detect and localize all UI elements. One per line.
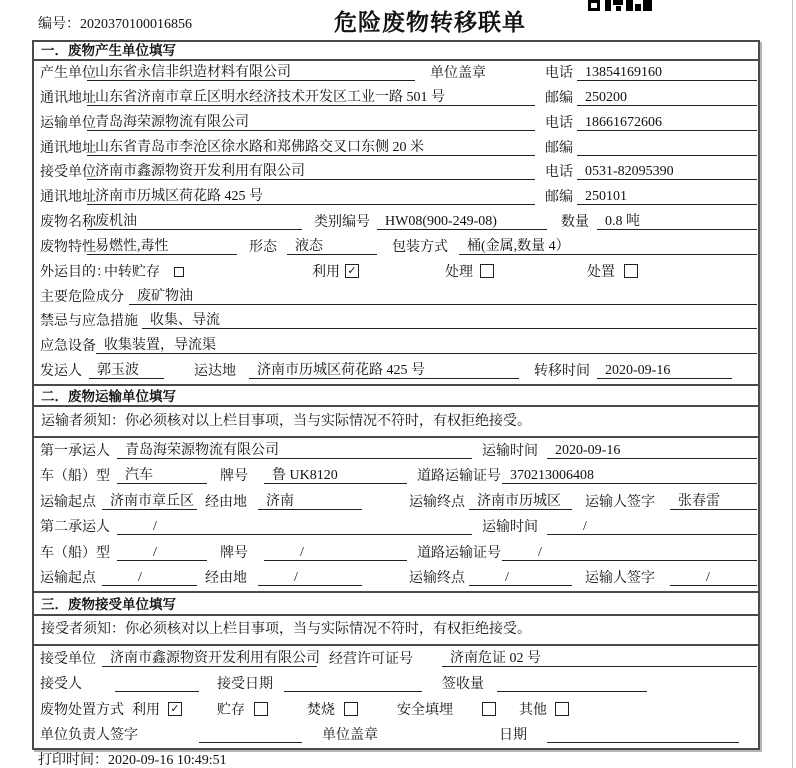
category-label: 类别编号 bbox=[314, 215, 370, 230]
row-purpose bbox=[34, 260, 758, 285]
trait-value: 易燃性,毒性 bbox=[87, 238, 237, 255]
road-no2-label: 道路运输证号 bbox=[417, 546, 501, 561]
hazard-label: 主要危险成分 bbox=[40, 290, 124, 305]
origin2-label: 运输起点 bbox=[40, 571, 96, 586]
row-chief-sign bbox=[34, 723, 758, 748]
print-time-value: 2020-09-16 10:49:51 bbox=[108, 753, 227, 768]
section3-notice: 接受者须知：你必须核对以上栏目事项，当与实际情况不符时，有权拒绝接受。 bbox=[34, 616, 758, 646]
zip2-label: 邮编 bbox=[545, 141, 573, 156]
row-carrier2 bbox=[34, 515, 758, 540]
sign2-label: 运输人签字 bbox=[585, 571, 655, 586]
origin1-value: 济南市章丘区 bbox=[102, 493, 197, 510]
sign2-value: / bbox=[670, 569, 757, 586]
addr2-label: 通讯地址 bbox=[40, 141, 96, 156]
row-vehicle1 bbox=[34, 464, 758, 489]
via2-value: / bbox=[258, 569, 362, 586]
zip1-label: 邮编 bbox=[545, 91, 573, 106]
via1-value: 济南 bbox=[258, 493, 362, 510]
date-label: 日期 bbox=[499, 728, 527, 743]
plate1-label: 牌号 bbox=[220, 469, 248, 484]
addr2-value: 山东省青岛市李沧区徐水路和郑佛路交叉口东侧 20 米 bbox=[87, 139, 535, 156]
row-route2 bbox=[34, 566, 758, 591]
row-producer-address bbox=[34, 86, 758, 111]
date-value bbox=[547, 726, 739, 743]
producer-value: 山东省永信非织造材料有限公司 bbox=[87, 64, 415, 81]
end1-value: 济南市历城区 bbox=[469, 493, 572, 510]
quantity-label: 数量 bbox=[561, 215, 589, 230]
vehicle2-label: 车（船）型 bbox=[40, 546, 110, 561]
row-transporter-address bbox=[34, 136, 758, 161]
addr3-label: 通讯地址 bbox=[40, 190, 96, 205]
via2-label: 经由地 bbox=[205, 571, 247, 586]
purpose-opt0-label: 中转贮存 bbox=[104, 265, 160, 280]
time2-label: 运输时间 bbox=[482, 520, 538, 535]
carrier2-value: / bbox=[117, 518, 472, 535]
carrier1-value: 青岛海荣源物流有限公司 bbox=[117, 442, 472, 459]
disposal-opt4-label: 其他 bbox=[519, 703, 547, 718]
disposal-opt3-label: 安全填埋 bbox=[397, 703, 453, 718]
disposal-opt1-label: 贮存 bbox=[217, 703, 245, 718]
print-time-label: 打印时间： bbox=[38, 753, 108, 768]
measures-label: 禁忌与应急措施 bbox=[40, 314, 138, 329]
row-acceptor bbox=[34, 672, 758, 697]
chief-sign-value bbox=[199, 726, 302, 743]
purpose-opt1-checkbox: ✓ bbox=[345, 264, 359, 278]
waste-name-value: 废机油 bbox=[87, 213, 302, 230]
phone1-label: 电话 bbox=[545, 66, 573, 81]
measures-value: 收集、导流 bbox=[142, 312, 757, 329]
accept-unit-label: 接受单位 bbox=[40, 652, 96, 667]
purpose-opt3-checkbox bbox=[624, 264, 638, 278]
carrier1-label: 第一承运人 bbox=[40, 444, 110, 459]
via1-label: 经由地 bbox=[205, 495, 247, 510]
addr1-value: 山东省济南市章丘区明水经济技术开发区工业一路 501 号 bbox=[87, 89, 535, 106]
equipment-label: 应急设备 bbox=[40, 339, 96, 354]
row-measures bbox=[34, 309, 758, 334]
doc-number-label: 编号： bbox=[38, 17, 80, 32]
acceptor-value bbox=[115, 675, 199, 692]
time2-value: / bbox=[547, 518, 757, 535]
page-title: 危险废物转移联单 bbox=[334, 10, 526, 35]
doc-number-value: 2020370100016856 bbox=[80, 17, 192, 32]
trait-label: 废物特性 bbox=[40, 240, 96, 255]
row-vehicle2 bbox=[34, 540, 758, 566]
vehicle2-value: / bbox=[117, 544, 207, 561]
purpose-opt1-label: 利用 bbox=[312, 265, 340, 280]
time1-value: 2020-09-16 bbox=[547, 442, 757, 459]
row-receiver-address bbox=[34, 185, 758, 210]
transfer-time-value: 2020-09-16 bbox=[597, 362, 732, 379]
row-hazard bbox=[34, 285, 758, 310]
purpose-opt2-label: 处理 bbox=[445, 265, 473, 280]
receiver-value: 济南市鑫源物资开发利用有限公司 bbox=[87, 163, 535, 180]
road-no2-value: / bbox=[502, 544, 757, 561]
disposal-label: 废物处置方式 bbox=[40, 703, 124, 718]
sign1-value: 张春雷 bbox=[670, 493, 757, 510]
plate2-label: 牌号 bbox=[220, 546, 248, 561]
transporter-label: 运输单位 bbox=[40, 116, 96, 131]
producer-label: 产生单位 bbox=[40, 66, 96, 81]
permit-value: 济南危证 02 号 bbox=[442, 650, 757, 667]
zip1-value: 250200 bbox=[577, 89, 757, 106]
phone3-value: 0531-82095390 bbox=[577, 163, 757, 180]
row-shipper bbox=[34, 359, 758, 384]
row-transporter bbox=[34, 111, 758, 136]
unit-seal-label: 单位盖章 bbox=[430, 66, 486, 81]
plate2-value: / bbox=[264, 544, 407, 561]
form-label: 形态 bbox=[249, 240, 277, 255]
row-equipment bbox=[34, 334, 758, 359]
purpose-opt2-checkbox bbox=[480, 264, 494, 278]
row-waste-trait bbox=[34, 235, 758, 260]
disposal-opt1-checkbox bbox=[254, 702, 268, 716]
disposal-opt3-checkbox bbox=[482, 702, 496, 716]
form-table bbox=[32, 40, 760, 750]
equipment-value: 收集装置，导流渠 bbox=[96, 337, 757, 354]
permit-label: 经营许可证号 bbox=[329, 652, 413, 667]
purpose-opt0-checkbox bbox=[174, 267, 184, 277]
packing-value: 桶(金属,数量 4） bbox=[459, 238, 757, 255]
road-no1-label: 道路运输证号 bbox=[417, 469, 501, 484]
row-carrier1 bbox=[34, 438, 758, 464]
category-value: HW08(900-249-08) bbox=[377, 213, 547, 230]
carrier2-label: 第二承运人 bbox=[40, 520, 110, 535]
time1-label: 运输时间 bbox=[482, 444, 538, 459]
end1-label: 运输终点 bbox=[409, 495, 465, 510]
print-time bbox=[38, 749, 227, 768]
packing-label: 包装方式 bbox=[392, 240, 448, 255]
phone1-value: 13854169160 bbox=[577, 64, 757, 81]
waste-name-label: 废物名称 bbox=[40, 215, 96, 230]
phone2-label: 电话 bbox=[545, 116, 573, 131]
accept-unit-value: 济南市鑫源物资开发利用有限公司 bbox=[102, 650, 317, 667]
vehicle1-value: 汽车 bbox=[117, 467, 207, 484]
accept-date-label: 接受日期 bbox=[217, 677, 273, 692]
disposal-opt0-checkbox: ✓ bbox=[168, 702, 182, 716]
form-value: 液态 bbox=[287, 238, 377, 255]
vehicle1-label: 车（船）型 bbox=[40, 469, 110, 484]
page-edge-line bbox=[792, 0, 793, 768]
shipper-label: 发运人 bbox=[40, 364, 82, 379]
dest-label: 运达地 bbox=[194, 364, 236, 379]
phone3-label: 电话 bbox=[545, 165, 573, 180]
row-receiver bbox=[34, 160, 758, 185]
section2-notice: 运输者须知：你必须核对以上栏目事项，当与实际情况不符时，有权拒绝接受。 bbox=[34, 407, 758, 438]
unit-seal2-label: 单位盖章 bbox=[322, 728, 378, 743]
plate1-value: 鲁 UK8120 bbox=[264, 467, 407, 484]
row-accept-unit bbox=[34, 646, 758, 672]
transfer-time-label: 转移时间 bbox=[534, 364, 590, 379]
receiver-label: 接受单位 bbox=[40, 165, 96, 180]
origin1-label: 运输起点 bbox=[40, 495, 96, 510]
addr1-label: 通讯地址 bbox=[40, 91, 96, 106]
quantity-value: 0.8 吨 bbox=[597, 213, 757, 230]
accept-date-value bbox=[284, 675, 422, 692]
row-route1 bbox=[34, 489, 758, 515]
row-waste-name bbox=[34, 210, 758, 235]
sign1-label: 运输人签字 bbox=[585, 495, 655, 510]
addr3-value: 济南市历城区荷花路 425 号 bbox=[87, 188, 535, 205]
dest-value: 济南市历城区荷花路 425 号 bbox=[249, 362, 519, 379]
disposal-opt4-checkbox bbox=[555, 702, 569, 716]
section3-header: 三．废物接受单位填写 bbox=[34, 591, 758, 616]
road-no1-value: 370213006408 bbox=[502, 467, 757, 484]
qr-code-fragment bbox=[588, 0, 652, 11]
end2-label: 运输终点 bbox=[409, 571, 465, 586]
phone2-value: 18661672606 bbox=[577, 114, 757, 131]
disposal-opt0-label: 利用 bbox=[132, 703, 160, 718]
row-disposal bbox=[34, 697, 758, 723]
row-producer bbox=[34, 61, 758, 86]
received-qty-label: 签收量 bbox=[442, 677, 484, 692]
zip3-value: 250101 bbox=[577, 188, 757, 205]
origin2-value: / bbox=[102, 569, 197, 586]
purpose-label: 外运目的： bbox=[40, 265, 110, 280]
disposal-opt2-checkbox bbox=[344, 702, 358, 716]
shipper-value: 郭玉波 bbox=[89, 362, 164, 379]
section1-header: 一．废物产生单位填写 bbox=[34, 42, 758, 61]
zip2-value bbox=[577, 139, 757, 156]
zip3-label: 邮编 bbox=[545, 190, 573, 205]
hazard-value: 废矿物油 bbox=[129, 288, 757, 305]
transporter-value: 青岛海荣源物流有限公司 bbox=[87, 114, 535, 131]
received-qty-value bbox=[497, 675, 647, 692]
chief-sign-label: 单位负责人签字 bbox=[40, 728, 138, 743]
disposal-opt2-label: 焚烧 bbox=[307, 703, 335, 718]
purpose-opt3-label: 处置 bbox=[587, 265, 615, 280]
section2-header: 二．废物运输单位填写 bbox=[34, 384, 758, 407]
end2-value: / bbox=[469, 569, 572, 586]
acceptor-label: 接受人 bbox=[40, 677, 82, 692]
